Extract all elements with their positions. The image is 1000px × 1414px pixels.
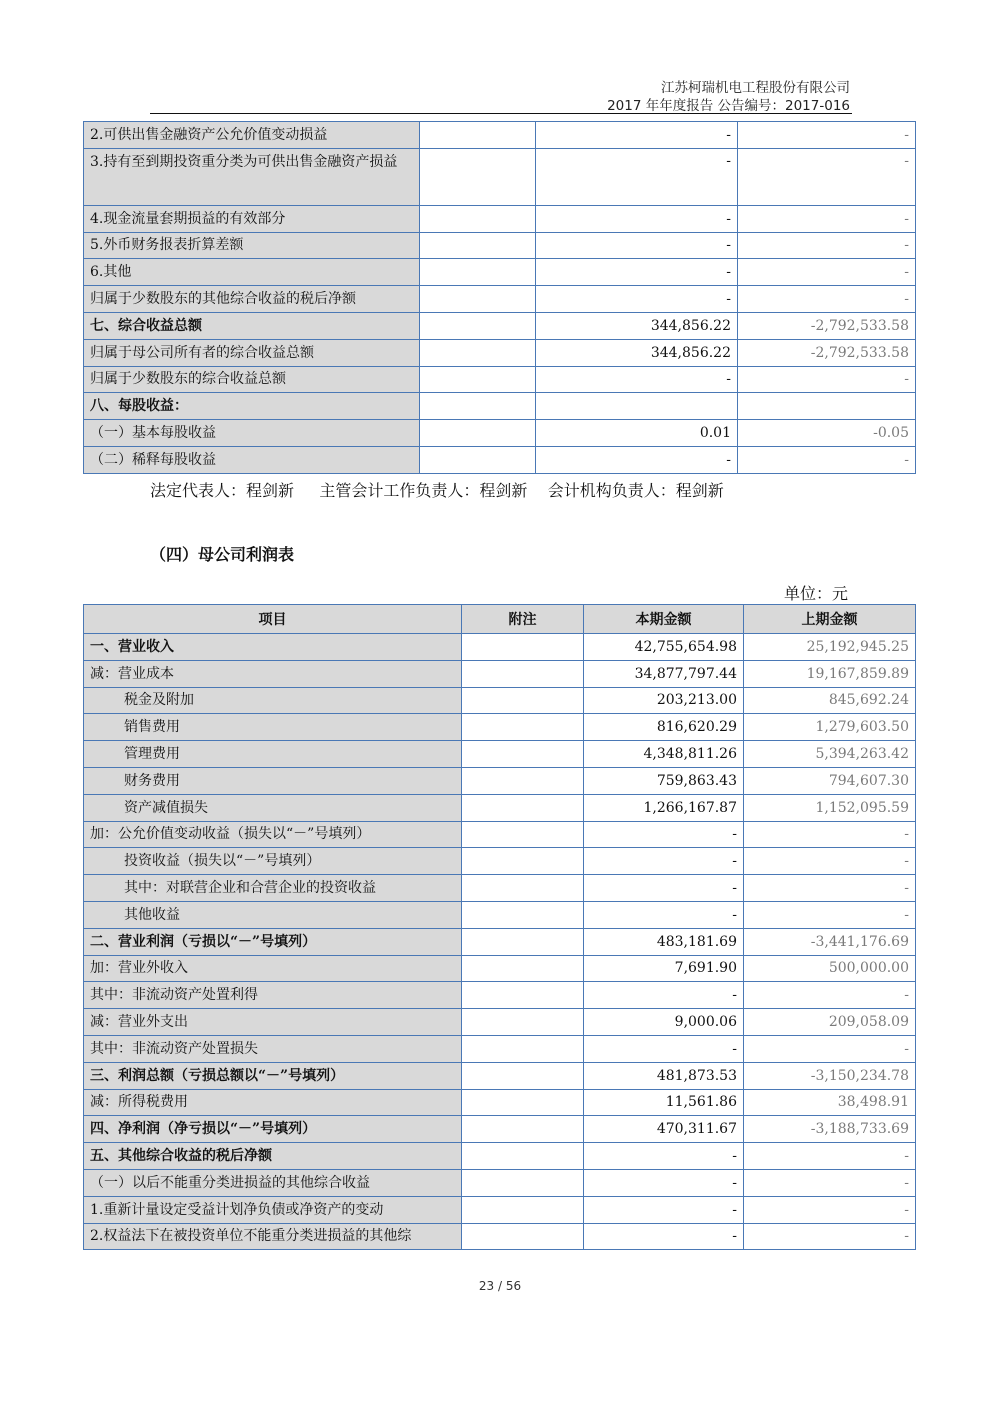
row-note (420, 446, 536, 473)
row-current-amount: - (584, 901, 744, 928)
row-current-amount: 203,213.00 (584, 687, 744, 714)
row-current-amount: 1,266,167.87 (584, 794, 744, 821)
row-previous-amount: - (744, 901, 916, 928)
table-row (84, 122, 916, 149)
parent-income-statement-table (83, 604, 916, 1250)
row-label: （一）基本每股收益 (84, 420, 420, 447)
row-label: 归属于少数股东的综合收益总额 (84, 366, 420, 393)
row-current-amount: - (536, 366, 738, 393)
row-label: 其中：对联营企业和合营企业的投资收益 (84, 875, 462, 902)
row-label: 税金及附加 (84, 687, 462, 714)
row-previous-amount: -2,792,533.58 (738, 339, 916, 366)
unit-label: 单位：元 (783, 584, 848, 603)
row-note (462, 901, 584, 928)
signature-line: 法定代表人：程剑新 主管会计工作负责人：程剑新 会计机构负责人：程剑新 (150, 481, 724, 500)
row-label: 销售费用 (84, 714, 462, 741)
row-label: 其他收益 (84, 901, 462, 928)
table-row (84, 634, 916, 661)
row-label: 6.其他 (84, 259, 420, 286)
row-previous-amount (738, 393, 916, 420)
row-note (462, 767, 584, 794)
row-previous-amount: 500,000.00 (744, 955, 916, 982)
row-current-amount: 7,691.90 (584, 955, 744, 982)
row-label: 5.外币财务报表折算差额 (84, 232, 420, 259)
row-previous-amount: -3,441,176.69 (744, 928, 916, 955)
row-label: 投资收益（损失以“－”号填列） (84, 848, 462, 875)
row-previous-amount: - (738, 148, 916, 205)
row-label: 七、综合收益总额 (84, 312, 420, 339)
row-note (462, 1196, 584, 1223)
header-note: 附注 (462, 605, 584, 634)
table-row (84, 205, 916, 232)
section-title: （四）母公司利润表 (150, 545, 295, 564)
row-note (462, 1116, 584, 1143)
row-current-amount: 11,561.86 (584, 1089, 744, 1116)
row-current-amount: - (584, 821, 744, 848)
row-previous-amount: - (738, 286, 916, 313)
table-row (84, 1143, 916, 1170)
row-previous-amount: - (744, 848, 916, 875)
table-row (84, 1035, 916, 1062)
row-note (420, 420, 536, 447)
row-previous-amount: 5,394,263.42 (744, 741, 916, 768)
row-label: （一）以后不能重分类进损益的其他综合收益 (84, 1169, 462, 1196)
table-row (84, 1116, 916, 1143)
row-current-amount (536, 393, 738, 420)
row-previous-amount: -0.05 (738, 420, 916, 447)
row-label: 减：所得税费用 (84, 1089, 462, 1116)
row-current-amount: 483,181.69 (584, 928, 744, 955)
page-number: 23 / 56 (478, 1279, 522, 1293)
table-row (84, 259, 916, 286)
row-previous-amount: -2,792,533.58 (738, 312, 916, 339)
row-label: 其中：非流动资产处置损失 (84, 1035, 462, 1062)
row-note (462, 741, 584, 768)
row-note (420, 232, 536, 259)
table-row (84, 955, 916, 982)
row-note (462, 634, 584, 661)
table-row (84, 1196, 916, 1223)
table-row (84, 286, 916, 313)
table-row (84, 660, 916, 687)
row-note (462, 1169, 584, 1196)
row-note (462, 1035, 584, 1062)
row-label: 三、利润总额（亏损总额以“－”号填列） (84, 1062, 462, 1089)
row-previous-amount: 209,058.09 (744, 1009, 916, 1036)
row-note (462, 982, 584, 1009)
row-label: 3.持有至到期投资重分类为可供出售金融资产损益 (84, 148, 420, 205)
row-current-amount: 759,863.43 (584, 767, 744, 794)
table-row (84, 982, 916, 1009)
row-label: 归属于少数股东的其他综合收益的税后净额 (84, 286, 420, 313)
comprehensive-income-table (83, 121, 916, 474)
row-previous-amount: - (744, 821, 916, 848)
row-label: 五、其他综合收益的税后净额 (84, 1143, 462, 1170)
row-previous-amount: 38,498.91 (744, 1089, 916, 1116)
row-current-amount: 344,856.22 (536, 339, 738, 366)
row-label: 管理费用 (84, 741, 462, 768)
row-note (420, 148, 536, 205)
row-note (462, 687, 584, 714)
table-row (84, 312, 916, 339)
row-current-amount: 470,311.67 (584, 1116, 744, 1143)
header-divider (150, 113, 852, 114)
table-header-row (84, 605, 916, 634)
table-row (84, 1223, 916, 1250)
row-note (462, 1143, 584, 1170)
row-previous-amount: - (738, 366, 916, 393)
row-note (462, 955, 584, 982)
row-note (462, 928, 584, 955)
table-row (84, 148, 916, 205)
table-row (84, 1062, 916, 1089)
row-note (420, 259, 536, 286)
row-note (462, 714, 584, 741)
row-current-amount: - (536, 205, 738, 232)
table-row (84, 339, 916, 366)
row-current-amount: 34,877,797.44 (584, 660, 744, 687)
row-label: 一、营业收入 (84, 634, 462, 661)
row-note (420, 339, 536, 366)
header-current: 本期金额 (584, 605, 744, 634)
row-note (462, 660, 584, 687)
row-label: 减：营业成本 (84, 660, 462, 687)
row-previous-amount: 794,607.30 (744, 767, 916, 794)
row-note (462, 848, 584, 875)
row-previous-amount: - (744, 1196, 916, 1223)
table-row (84, 794, 916, 821)
row-previous-amount: - (738, 446, 916, 473)
row-current-amount: 481,873.53 (584, 1062, 744, 1089)
header-item: 项目 (84, 605, 462, 634)
row-current-amount: - (536, 122, 738, 149)
row-note (462, 1089, 584, 1116)
row-label: 八、每股收益： (84, 393, 420, 420)
row-current-amount: - (536, 446, 738, 473)
row-previous-amount: 1,279,603.50 (744, 714, 916, 741)
row-current-amount: - (584, 875, 744, 902)
table-row (84, 741, 916, 768)
table-row (84, 1009, 916, 1036)
row-label: 资产减值损失 (84, 794, 462, 821)
row-previous-amount: - (744, 982, 916, 1009)
row-previous-amount: - (738, 122, 916, 149)
row-previous-amount: - (744, 1035, 916, 1062)
row-label: 财务费用 (84, 767, 462, 794)
table-row (84, 767, 916, 794)
row-label: 4.现金流量套期损益的有效部分 (84, 205, 420, 232)
table-row (84, 420, 916, 447)
row-current-amount: - (584, 1223, 744, 1250)
row-current-amount: - (584, 982, 744, 1009)
row-previous-amount: 19,167,859.89 (744, 660, 916, 687)
table-row (84, 848, 916, 875)
table-row (84, 1169, 916, 1196)
row-label: 加：公允价值变动收益（损失以“－”号填列） (84, 821, 462, 848)
row-note (420, 205, 536, 232)
row-note (420, 286, 536, 313)
row-current-amount: 9,000.06 (584, 1009, 744, 1036)
row-label: （二）稀释每股收益 (84, 446, 420, 473)
row-previous-amount: - (738, 259, 916, 286)
row-label: 2.可供出售金融资产公允价值变动损益 (84, 122, 420, 149)
row-current-amount: 816,620.29 (584, 714, 744, 741)
row-current-amount: - (536, 259, 738, 286)
table-row (84, 1089, 916, 1116)
row-previous-amount: -3,150,234.78 (744, 1062, 916, 1089)
row-note (420, 312, 536, 339)
row-label: 二、营业利润（亏损以“－”号填列） (84, 928, 462, 955)
row-previous-amount: - (738, 205, 916, 232)
table-row (84, 366, 916, 393)
table-row (84, 901, 916, 928)
row-label: 2.权益法下在被投资单位不能重分类进损益的其他综 (84, 1223, 462, 1250)
row-current-amount: - (584, 1196, 744, 1223)
row-current-amount: - (584, 848, 744, 875)
table-row (84, 821, 916, 848)
row-previous-amount: - (738, 232, 916, 259)
row-note (462, 1223, 584, 1250)
row-label: 减：营业外支出 (84, 1009, 462, 1036)
row-current-amount: - (536, 232, 738, 259)
table-row (84, 446, 916, 473)
row-previous-amount: - (744, 875, 916, 902)
table-row (84, 393, 916, 420)
row-label: 1.重新计量设定受益计划净负债或净资产的变动 (84, 1196, 462, 1223)
row-current-amount: - (536, 286, 738, 313)
row-current-amount: 344,856.22 (536, 312, 738, 339)
header-company: 江苏柯瑞机电工程股份有限公司 (661, 80, 850, 96)
row-previous-amount: - (744, 1169, 916, 1196)
row-previous-amount: -3,188,733.69 (744, 1116, 916, 1143)
row-label: 加：营业外收入 (84, 955, 462, 982)
row-label: 其中：非流动资产处置利得 (84, 982, 462, 1009)
table-row (84, 875, 916, 902)
row-label: 归属于母公司所有者的综合收益总额 (84, 339, 420, 366)
row-current-amount: 0.01 (536, 420, 738, 447)
row-previous-amount: 845,692.24 (744, 687, 916, 714)
row-current-amount: - (584, 1035, 744, 1062)
row-previous-amount: - (744, 1143, 916, 1170)
row-current-amount: 42,755,654.98 (584, 634, 744, 661)
row-note (462, 821, 584, 848)
row-current-amount: - (584, 1169, 744, 1196)
row-current-amount: - (536, 148, 738, 205)
row-note (420, 393, 536, 420)
table-row (84, 232, 916, 259)
header-previous: 上期金额 (744, 605, 916, 634)
table-row (84, 687, 916, 714)
row-label: 四、净利润（净亏损以“－”号填列） (84, 1116, 462, 1143)
row-note (462, 1062, 584, 1089)
header-report-info: 2017 年年度报告 公告编号：2017-016 (607, 98, 850, 114)
row-note (420, 366, 536, 393)
row-current-amount: - (584, 1143, 744, 1170)
row-note (462, 1009, 584, 1036)
table-row (84, 928, 916, 955)
row-previous-amount: - (744, 1223, 916, 1250)
row-current-amount: 4,348,811.26 (584, 741, 744, 768)
table-row (84, 714, 916, 741)
row-previous-amount: 25,192,945.25 (744, 634, 916, 661)
row-note (462, 875, 584, 902)
row-note (462, 794, 584, 821)
row-previous-amount: 1,152,095.59 (744, 794, 916, 821)
row-note (420, 122, 536, 149)
